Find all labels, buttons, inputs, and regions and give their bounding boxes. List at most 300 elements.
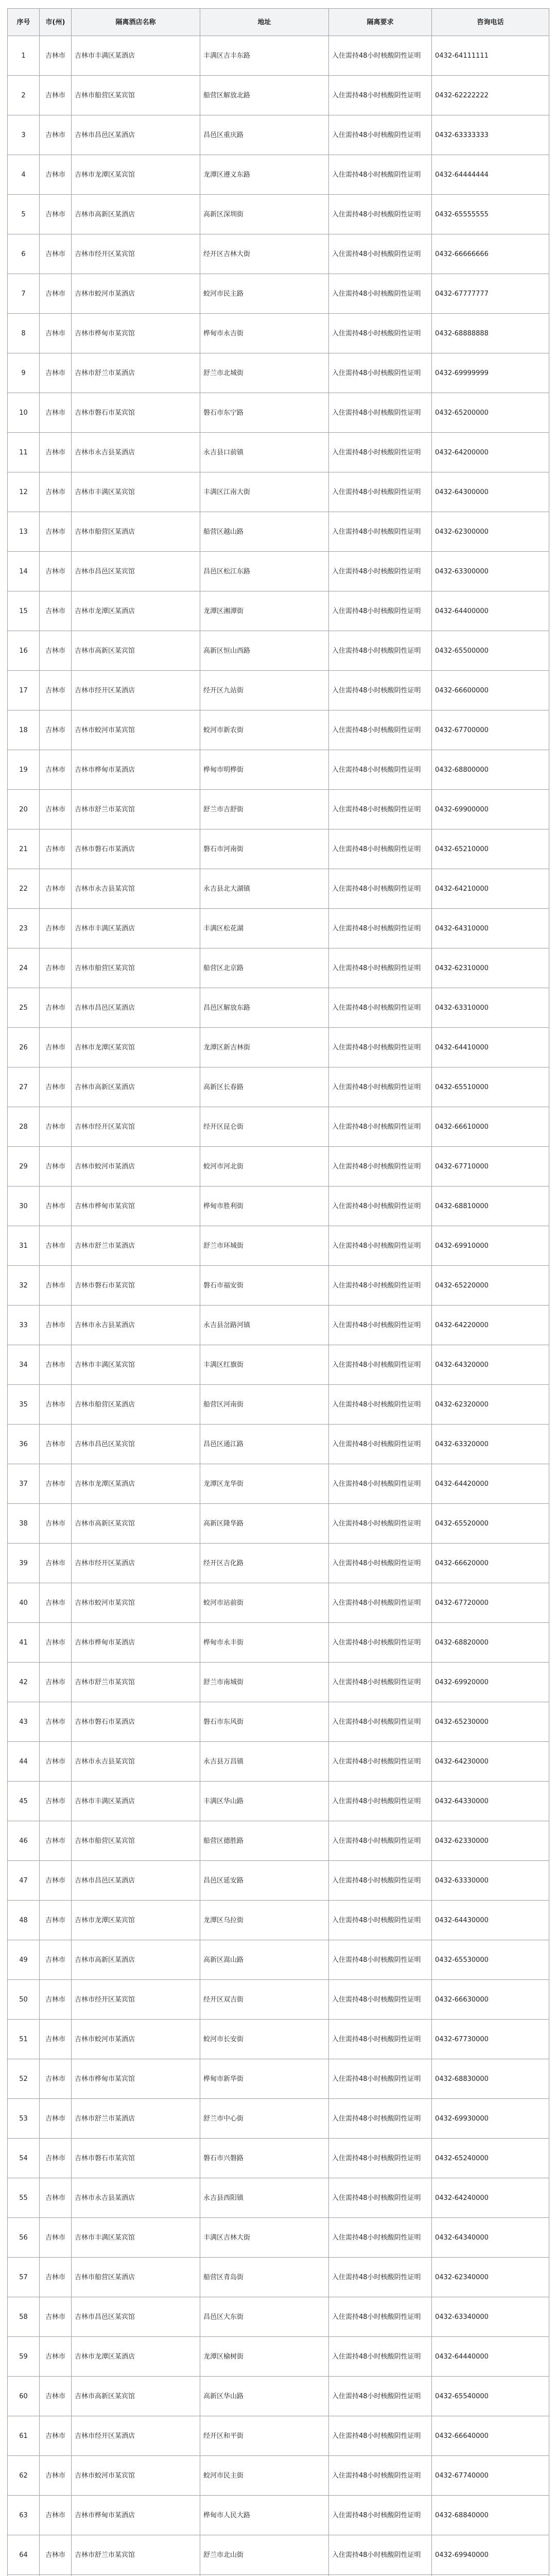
cell-requirement: 入住需持48小时核酸阴性证明: [329, 2059, 432, 2099]
cell-city: 吉林市: [40, 115, 72, 155]
table-row: [8, 710, 549, 750]
cell-address: 舒兰市中心街: [200, 2099, 329, 2139]
cell-address: 经开区和平街: [200, 2416, 329, 2456]
cell-requirement: 入住需持48小时核酸阴性证明: [329, 433, 432, 472]
cell-phone: 0432-62300000: [432, 512, 549, 552]
cell-address: 昌邑区松江东路: [200, 552, 329, 591]
cell-index: 28: [8, 1107, 40, 1147]
cell-city: 吉林市: [40, 591, 72, 631]
cell-hotel-name: 吉林市经开区某酒店: [72, 2416, 200, 2456]
cell-city: 吉林市: [40, 710, 72, 750]
cell-city: 吉林市: [40, 790, 72, 829]
cell-city: 吉林市: [40, 1504, 72, 1544]
cell-index: 35: [8, 1385, 40, 1425]
cell-requirement: 入住需持48小时核酸阴性证明: [329, 1742, 432, 1782]
cell-hotel-name: 吉林市永吉县某酒店: [72, 1306, 200, 1345]
cell-requirement: 入住需持48小时核酸阴性证明: [329, 1028, 432, 1067]
cell-index: 60: [8, 2377, 40, 2416]
cell-address: 龙潭区龙华街: [200, 1464, 329, 1504]
table-row: [8, 1345, 549, 1385]
cell-phone: 0432-65200000: [432, 393, 549, 433]
cell-city: 吉林市: [40, 1940, 72, 1980]
cell-requirement: 入住需持48小时核酸阴性证明: [329, 1544, 432, 1583]
cell-city: 吉林市: [40, 1385, 72, 1425]
cell-address: 高新区华山路: [200, 2377, 329, 2416]
cell-hotel-name: 吉林市蛟河市某酒店: [72, 1147, 200, 1187]
cell-requirement: 入住需持48小时核酸阴性证明: [329, 2496, 432, 2535]
cell-hotel-name: 吉林市舒兰市某酒店: [72, 2099, 200, 2139]
cell-phone: 0432-64200000: [432, 433, 549, 472]
cell-requirement: 入住需持48小时核酸阴性证明: [329, 869, 432, 909]
cell-index: 44: [8, 1742, 40, 1782]
table-row: [8, 2139, 549, 2178]
cell-address: 永吉县北大湖镇: [200, 869, 329, 909]
table-row: [8, 1067, 549, 1107]
cell-hotel-name: 吉林市永吉县某宾馆: [72, 1742, 200, 1782]
cell-hotel-name: 吉林市高新区某酒店: [72, 1067, 200, 1107]
cell-requirement: 入住需持48小时核酸阴性证明: [329, 1425, 432, 1464]
cell-phone: 0432-69940000: [432, 2535, 549, 2575]
cell-city: 吉林市: [40, 2059, 72, 2099]
table-row: [8, 2496, 549, 2535]
cell-city: 吉林市: [40, 1345, 72, 1385]
cell-address: 经开区九站街: [200, 671, 329, 710]
table-row: [8, 2337, 549, 2377]
cell-hotel-name: 吉林市船营区某宾馆: [72, 1821, 200, 1861]
cell-index: 37: [8, 1464, 40, 1504]
table-row: [8, 1226, 549, 1266]
cell-phone: 0432-62320000: [432, 1385, 549, 1425]
cell-address: 龙潭区榆树街: [200, 2337, 329, 2377]
cell-city: 吉林市: [40, 1544, 72, 1583]
cell-hotel-name: 吉林市蛟河市某宾馆: [72, 1583, 200, 1623]
cell-address: 龙潭区乌拉街: [200, 1901, 329, 1940]
cell-phone: 0432-69900000: [432, 790, 549, 829]
cell-phone: 0432-65510000: [432, 1067, 549, 1107]
cell-requirement: 入住需持48小时核酸阴性证明: [329, 155, 432, 195]
cell-hotel-name: 吉林市桦甸市某酒店: [72, 750, 200, 790]
table-row: [8, 1861, 549, 1901]
cell-address: 舒兰市吉舒街: [200, 790, 329, 829]
cell-index: 24: [8, 948, 40, 988]
table-row: [8, 512, 549, 552]
table-row: [8, 1702, 549, 1742]
table-row: [8, 2218, 549, 2258]
table-row: [8, 1266, 549, 1306]
cell-requirement: 入住需持48小时核酸阴性证明: [329, 314, 432, 353]
cell-requirement: 入住需持48小时核酸阴性证明: [329, 274, 432, 314]
header-hotel-name: 隔离酒店名称: [72, 9, 200, 36]
cell-hotel-name: 吉林市高新区某宾馆: [72, 1504, 200, 1544]
cell-phone: 0432-65240000: [432, 2139, 549, 2178]
table-row: [8, 2059, 549, 2099]
cell-address: 磐石市东风街: [200, 1702, 329, 1742]
cell-hotel-name: 吉林市龙潭区某酒店: [72, 2337, 200, 2377]
hotel-table: [7, 8, 549, 2576]
cell-city: 吉林市: [40, 2535, 72, 2575]
cell-requirement: 入住需持48小时核酸阴性证明: [329, 115, 432, 155]
cell-index: 6: [8, 234, 40, 274]
cell-requirement: 入住需持48小时核酸阴性证明: [329, 36, 432, 76]
cell-hotel-name: 吉林市丰满区某酒店: [72, 36, 200, 76]
cell-index: 48: [8, 1901, 40, 1940]
cell-requirement: 入住需持48小时核酸阴性证明: [329, 1147, 432, 1187]
table-row: [8, 1147, 549, 1187]
table-row: [8, 1504, 549, 1544]
cell-requirement: 入住需持48小时核酸阴性证明: [329, 1821, 432, 1861]
cell-index: 43: [8, 1702, 40, 1742]
table-row: [8, 115, 549, 155]
cell-index: 8: [8, 314, 40, 353]
cell-index: 57: [8, 2258, 40, 2297]
cell-index: 49: [8, 1940, 40, 1980]
cell-city: 吉林市: [40, 393, 72, 433]
table-row: [8, 2456, 549, 2496]
cell-index: 38: [8, 1504, 40, 1544]
table-row: [8, 1583, 549, 1623]
cell-address: 蛟河市长安街: [200, 2020, 329, 2059]
cell-requirement: 入住需持48小时核酸阴性证明: [329, 76, 432, 115]
cell-requirement: 入住需持48小时核酸阴性证明: [329, 909, 432, 948]
cell-hotel-name: 吉林市蛟河市某宾馆: [72, 710, 200, 750]
cell-address: 经开区吉化路: [200, 1544, 329, 1583]
cell-index: 21: [8, 829, 40, 869]
cell-index: 47: [8, 1861, 40, 1901]
table-row: [8, 1821, 549, 1861]
cell-index: 50: [8, 1980, 40, 2020]
cell-city: 吉林市: [40, 1107, 72, 1147]
table-row: [8, 234, 549, 274]
header-index: 序号: [8, 9, 40, 36]
cell-city: 吉林市: [40, 1147, 72, 1187]
table-row: [8, 909, 549, 948]
cell-hotel-name: 吉林市昌邑区某酒店: [72, 1861, 200, 1901]
cell-requirement: 入住需持48小时核酸阴性证明: [329, 591, 432, 631]
table-row: [8, 433, 549, 472]
cell-city: 吉林市: [40, 76, 72, 115]
cell-requirement: 入住需持48小时核酸阴性证明: [329, 1663, 432, 1702]
table-row: [8, 1464, 549, 1504]
cell-phone: 0432-67777777: [432, 274, 549, 314]
cell-phone: 0432-69930000: [432, 2099, 549, 2139]
cell-index: 51: [8, 2020, 40, 2059]
cell-address: 昌邑区延安路: [200, 1861, 329, 1901]
cell-index: 62: [8, 2456, 40, 2496]
cell-city: 吉林市: [40, 1583, 72, 1623]
cell-phone: 0432-67710000: [432, 1147, 549, 1187]
cell-phone: 0432-62330000: [432, 1821, 549, 1861]
cell-address: 舒兰市环城街: [200, 1226, 329, 1266]
cell-hotel-name: 吉林市船营区某酒店: [72, 1385, 200, 1425]
cell-requirement: 入住需持48小时核酸阴性证明: [329, 393, 432, 433]
cell-index: 29: [8, 1147, 40, 1187]
table-row: [8, 1663, 549, 1702]
cell-index: 58: [8, 2297, 40, 2337]
cell-hotel-name: 吉林市丰满区某宾馆: [72, 1345, 200, 1385]
cell-index: 1: [8, 36, 40, 76]
header-city: 市(州): [40, 9, 72, 36]
cell-requirement: 入住需持48小时核酸阴性证明: [329, 2377, 432, 2416]
cell-phone: 0432-65555555: [432, 195, 549, 234]
cell-index: 14: [8, 552, 40, 591]
cell-requirement: 入住需持48小时核酸阴性证明: [329, 353, 432, 393]
cell-phone: 0432-62310000: [432, 948, 549, 988]
cell-phone: 0432-68810000: [432, 1187, 549, 1226]
cell-index: 4: [8, 155, 40, 195]
cell-address: 船营区越山路: [200, 512, 329, 552]
cell-phone: 0432-64240000: [432, 2178, 549, 2218]
cell-hotel-name: 吉林市磐石市某宾馆: [72, 393, 200, 433]
cell-hotel-name: 吉林市船营区某宾馆: [72, 948, 200, 988]
cell-phone: 0432-65520000: [432, 1504, 549, 1544]
cell-requirement: 入住需持48小时核酸阴性证明: [329, 2416, 432, 2456]
cell-hotel-name: 吉林市永吉县某宾馆: [72, 869, 200, 909]
cell-address: 经开区吉林大街: [200, 234, 329, 274]
cell-hotel-name: 吉林市桦甸市某酒店: [72, 1623, 200, 1663]
cell-city: 吉林市: [40, 948, 72, 988]
cell-index: 30: [8, 1187, 40, 1226]
cell-address: 磐石市福安街: [200, 1266, 329, 1306]
cell-phone: 0432-63330000: [432, 1861, 549, 1901]
cell-hotel-name: 吉林市丰满区某宾馆: [72, 2218, 200, 2258]
cell-requirement: 入住需持48小时核酸阴性证明: [329, 988, 432, 1028]
cell-hotel-name: 吉林市高新区某宾馆: [72, 2377, 200, 2416]
cell-index: 9: [8, 353, 40, 393]
cell-address: 船营区解放北路: [200, 76, 329, 115]
table-row: [8, 1187, 549, 1226]
table-row: [8, 1385, 549, 1425]
cell-index: 42: [8, 1663, 40, 1702]
cell-requirement: 入住需持48小时核酸阴性证明: [329, 1306, 432, 1345]
cell-phone: 0432-64430000: [432, 1901, 549, 1940]
cell-address: 高新区嵩山路: [200, 1940, 329, 1980]
cell-address: 昌邑区重庆路: [200, 115, 329, 155]
cell-address: 龙潭区湘潭街: [200, 591, 329, 631]
cell-hotel-name: 吉林市舒兰市某宾馆: [72, 790, 200, 829]
cell-index: 63: [8, 2496, 40, 2535]
cell-phone: 0432-66620000: [432, 1544, 549, 1583]
table-row: [8, 552, 549, 591]
cell-index: 16: [8, 631, 40, 671]
cell-phone: 0432-64420000: [432, 1464, 549, 1504]
cell-requirement: 入住需持48小时核酸阴性证明: [329, 1266, 432, 1306]
table-row: [8, 1623, 549, 1663]
cell-requirement: 入住需持48小时核酸阴性证明: [329, 1702, 432, 1742]
cell-index: 59: [8, 2337, 40, 2377]
cell-phone: 0432-64440000: [432, 2337, 549, 2377]
cell-address: 丰满区吉林大街: [200, 2218, 329, 2258]
cell-city: 吉林市: [40, 869, 72, 909]
cell-hotel-name: 吉林市昌邑区某酒店: [72, 988, 200, 1028]
cell-phone: 0432-62340000: [432, 2258, 549, 2297]
cell-phone: 0432-66610000: [432, 1107, 549, 1147]
cell-city: 吉林市: [40, 1901, 72, 1940]
cell-phone: 0432-68800000: [432, 750, 549, 790]
cell-index: 39: [8, 1544, 40, 1583]
cell-address: 丰满区红旗街: [200, 1345, 329, 1385]
cell-requirement: 入住需持48小时核酸阴性证明: [329, 2218, 432, 2258]
cell-requirement: 入住需持48小时核酸阴性证明: [329, 2456, 432, 2496]
cell-index: 45: [8, 1782, 40, 1821]
cell-phone: 0432-64300000: [432, 472, 549, 512]
cell-phone: 0432-67740000: [432, 2456, 549, 2496]
cell-address: 高新区长春路: [200, 1067, 329, 1107]
cell-city: 吉林市: [40, 1067, 72, 1107]
cell-city: 吉林市: [40, 2337, 72, 2377]
cell-index: 26: [8, 1028, 40, 1067]
cell-phone: 0432-65220000: [432, 1266, 549, 1306]
table-row: [8, 1544, 549, 1583]
table-row: [8, 155, 549, 195]
cell-address: 桦甸市胜利街: [200, 1187, 329, 1226]
cell-city: 吉林市: [40, 2456, 72, 2496]
cell-hotel-name: 吉林市桦甸市某酒店: [72, 2496, 200, 2535]
cell-hotel-name: 吉林市丰满区某酒店: [72, 909, 200, 948]
cell-requirement: 入住需持48小时核酸阴性证明: [329, 512, 432, 552]
cell-requirement: 入住需持48小时核酸阴性证明: [329, 552, 432, 591]
table-row: [8, 2297, 549, 2337]
cell-city: 吉林市: [40, 671, 72, 710]
cell-phone: 0432-64400000: [432, 591, 549, 631]
cell-hotel-name: 吉林市磐石市某宾馆: [72, 1266, 200, 1306]
table-row: [8, 671, 549, 710]
table-row: [8, 274, 549, 314]
table-row: [8, 2099, 549, 2139]
cell-index: 25: [8, 988, 40, 1028]
cell-hotel-name: 吉林市丰满区某酒店: [72, 1782, 200, 1821]
cell-phone: 0432-65500000: [432, 631, 549, 671]
cell-hotel-name: 吉林市蛟河市某宾馆: [72, 2456, 200, 2496]
cell-phone: 0432-63320000: [432, 1425, 549, 1464]
cell-index: 5: [8, 195, 40, 234]
cell-city: 吉林市: [40, 2020, 72, 2059]
cell-address: 蛟河市新农街: [200, 710, 329, 750]
cell-index: 10: [8, 393, 40, 433]
cell-address: 桦甸市永吉街: [200, 314, 329, 353]
cell-hotel-name: 吉林市磐石市某酒店: [72, 1702, 200, 1742]
cell-phone: 0432-64230000: [432, 1742, 549, 1782]
table-header-row: [8, 9, 549, 36]
cell-address: 舒兰市北城街: [200, 353, 329, 393]
table-row: [8, 195, 549, 234]
cell-index: 13: [8, 512, 40, 552]
cell-address: 永吉县口前镇: [200, 433, 329, 472]
cell-city: 吉林市: [40, 472, 72, 512]
cell-city: 吉林市: [40, 750, 72, 790]
table-row: [8, 2535, 549, 2575]
cell-address: 舒兰市北山街: [200, 2535, 329, 2575]
cell-phone: 0432-68840000: [432, 2496, 549, 2535]
cell-phone: 0432-63300000: [432, 552, 549, 591]
cell-address: 经开区双吉街: [200, 1980, 329, 2020]
cell-phone: 0432-66630000: [432, 1980, 549, 2020]
cell-index: 15: [8, 591, 40, 631]
table-row: [8, 2178, 549, 2218]
cell-requirement: 入住需持48小时核酸阴性证明: [329, 948, 432, 988]
header-address: 地址: [200, 9, 329, 36]
table-row: [8, 1306, 549, 1345]
cell-hotel-name: 吉林市昌邑区某宾馆: [72, 1425, 200, 1464]
cell-requirement: 入住需持48小时核酸阴性证明: [329, 1782, 432, 1821]
cell-requirement: 入住需持48小时核酸阴性证明: [329, 2178, 432, 2218]
cell-hotel-name: 吉林市船营区某酒店: [72, 2258, 200, 2297]
cell-address: 蛟河市河北街: [200, 1147, 329, 1187]
cell-city: 吉林市: [40, 1226, 72, 1266]
cell-address: 永吉县万昌镇: [200, 1742, 329, 1782]
table-row: [8, 1980, 549, 2020]
cell-address: 昌邑区解放东路: [200, 988, 329, 1028]
cell-address: 昌邑区通江路: [200, 1425, 329, 1464]
cell-hotel-name: 吉林市经开区某酒店: [72, 1544, 200, 1583]
cell-requirement: 入住需持48小时核酸阴性证明: [329, 2020, 432, 2059]
cell-index: 3: [8, 115, 40, 155]
cell-address: 高新区深圳街: [200, 195, 329, 234]
table-row: [8, 393, 549, 433]
cell-city: 吉林市: [40, 1187, 72, 1226]
cell-phone: 0432-69910000: [432, 1226, 549, 1266]
cell-requirement: 入住需持48小时核酸阴性证明: [329, 631, 432, 671]
cell-requirement: 入住需持48小时核酸阴性证明: [329, 2297, 432, 2337]
cell-hotel-name: 吉林市永吉县某酒店: [72, 2178, 200, 2218]
cell-hotel-name: 吉林市龙潭区某酒店: [72, 1464, 200, 1504]
cell-requirement: 入住需持48小时核酸阴性证明: [329, 1464, 432, 1504]
cell-phone: 0432-68820000: [432, 1623, 549, 1663]
table-row: [8, 353, 549, 393]
cell-city: 吉林市: [40, 234, 72, 274]
table-row: [8, 36, 549, 76]
cell-phone: 0432-66600000: [432, 671, 549, 710]
table-row: [8, 314, 549, 353]
table-row: [8, 472, 549, 512]
cell-address: 磐石市东宁路: [200, 393, 329, 433]
cell-requirement: 入住需持48小时核酸阴性证明: [329, 1107, 432, 1147]
table-row: [8, 1028, 549, 1067]
cell-index: 11: [8, 433, 40, 472]
cell-hotel-name: 吉林市磐石市某酒店: [72, 829, 200, 869]
cell-address: 桦甸市永丰街: [200, 1623, 329, 1663]
cell-phone: 0432-68888888: [432, 314, 549, 353]
cell-phone: 0432-67720000: [432, 1583, 549, 1623]
table-row: [8, 948, 549, 988]
cell-city: 吉林市: [40, 2496, 72, 2535]
table-row: [8, 2020, 549, 2059]
table-row: [8, 988, 549, 1028]
cell-requirement: 入住需持48小时核酸阴性证明: [329, 1583, 432, 1623]
cell-index: 31: [8, 1226, 40, 1266]
cell-requirement: 入住需持48小时核酸阴性证明: [329, 1504, 432, 1544]
cell-phone: 0432-67700000: [432, 710, 549, 750]
cell-hotel-name: 吉林市经开区某宾馆: [72, 1107, 200, 1147]
cell-hotel-name: 吉林市龙潭区某宾馆: [72, 1901, 200, 1940]
cell-city: 吉林市: [40, 552, 72, 591]
cell-address: 丰满区吉丰东路: [200, 36, 329, 76]
table-row: [8, 591, 549, 631]
cell-hotel-name: 吉林市磐石市某宾馆: [72, 2139, 200, 2178]
cell-address: 丰满区江南大街: [200, 472, 329, 512]
cell-index: 53: [8, 2099, 40, 2139]
cell-requirement: 入住需持48小时核酸阴性证明: [329, 710, 432, 750]
table-row: [8, 1940, 549, 1980]
cell-phone: 0432-64310000: [432, 909, 549, 948]
cell-hotel-name: 吉林市舒兰市某酒店: [72, 1226, 200, 1266]
cell-hotel-name: 吉林市经开区某酒店: [72, 671, 200, 710]
table-row: [8, 750, 549, 790]
cell-requirement: 入住需持48小时核酸阴性证明: [329, 2099, 432, 2139]
table-row: [8, 829, 549, 869]
cell-hotel-name: 吉林市桦甸市某宾馆: [72, 2059, 200, 2099]
cell-address: 龙潭区新吉林街: [200, 1028, 329, 1067]
cell-city: 吉林市: [40, 274, 72, 314]
